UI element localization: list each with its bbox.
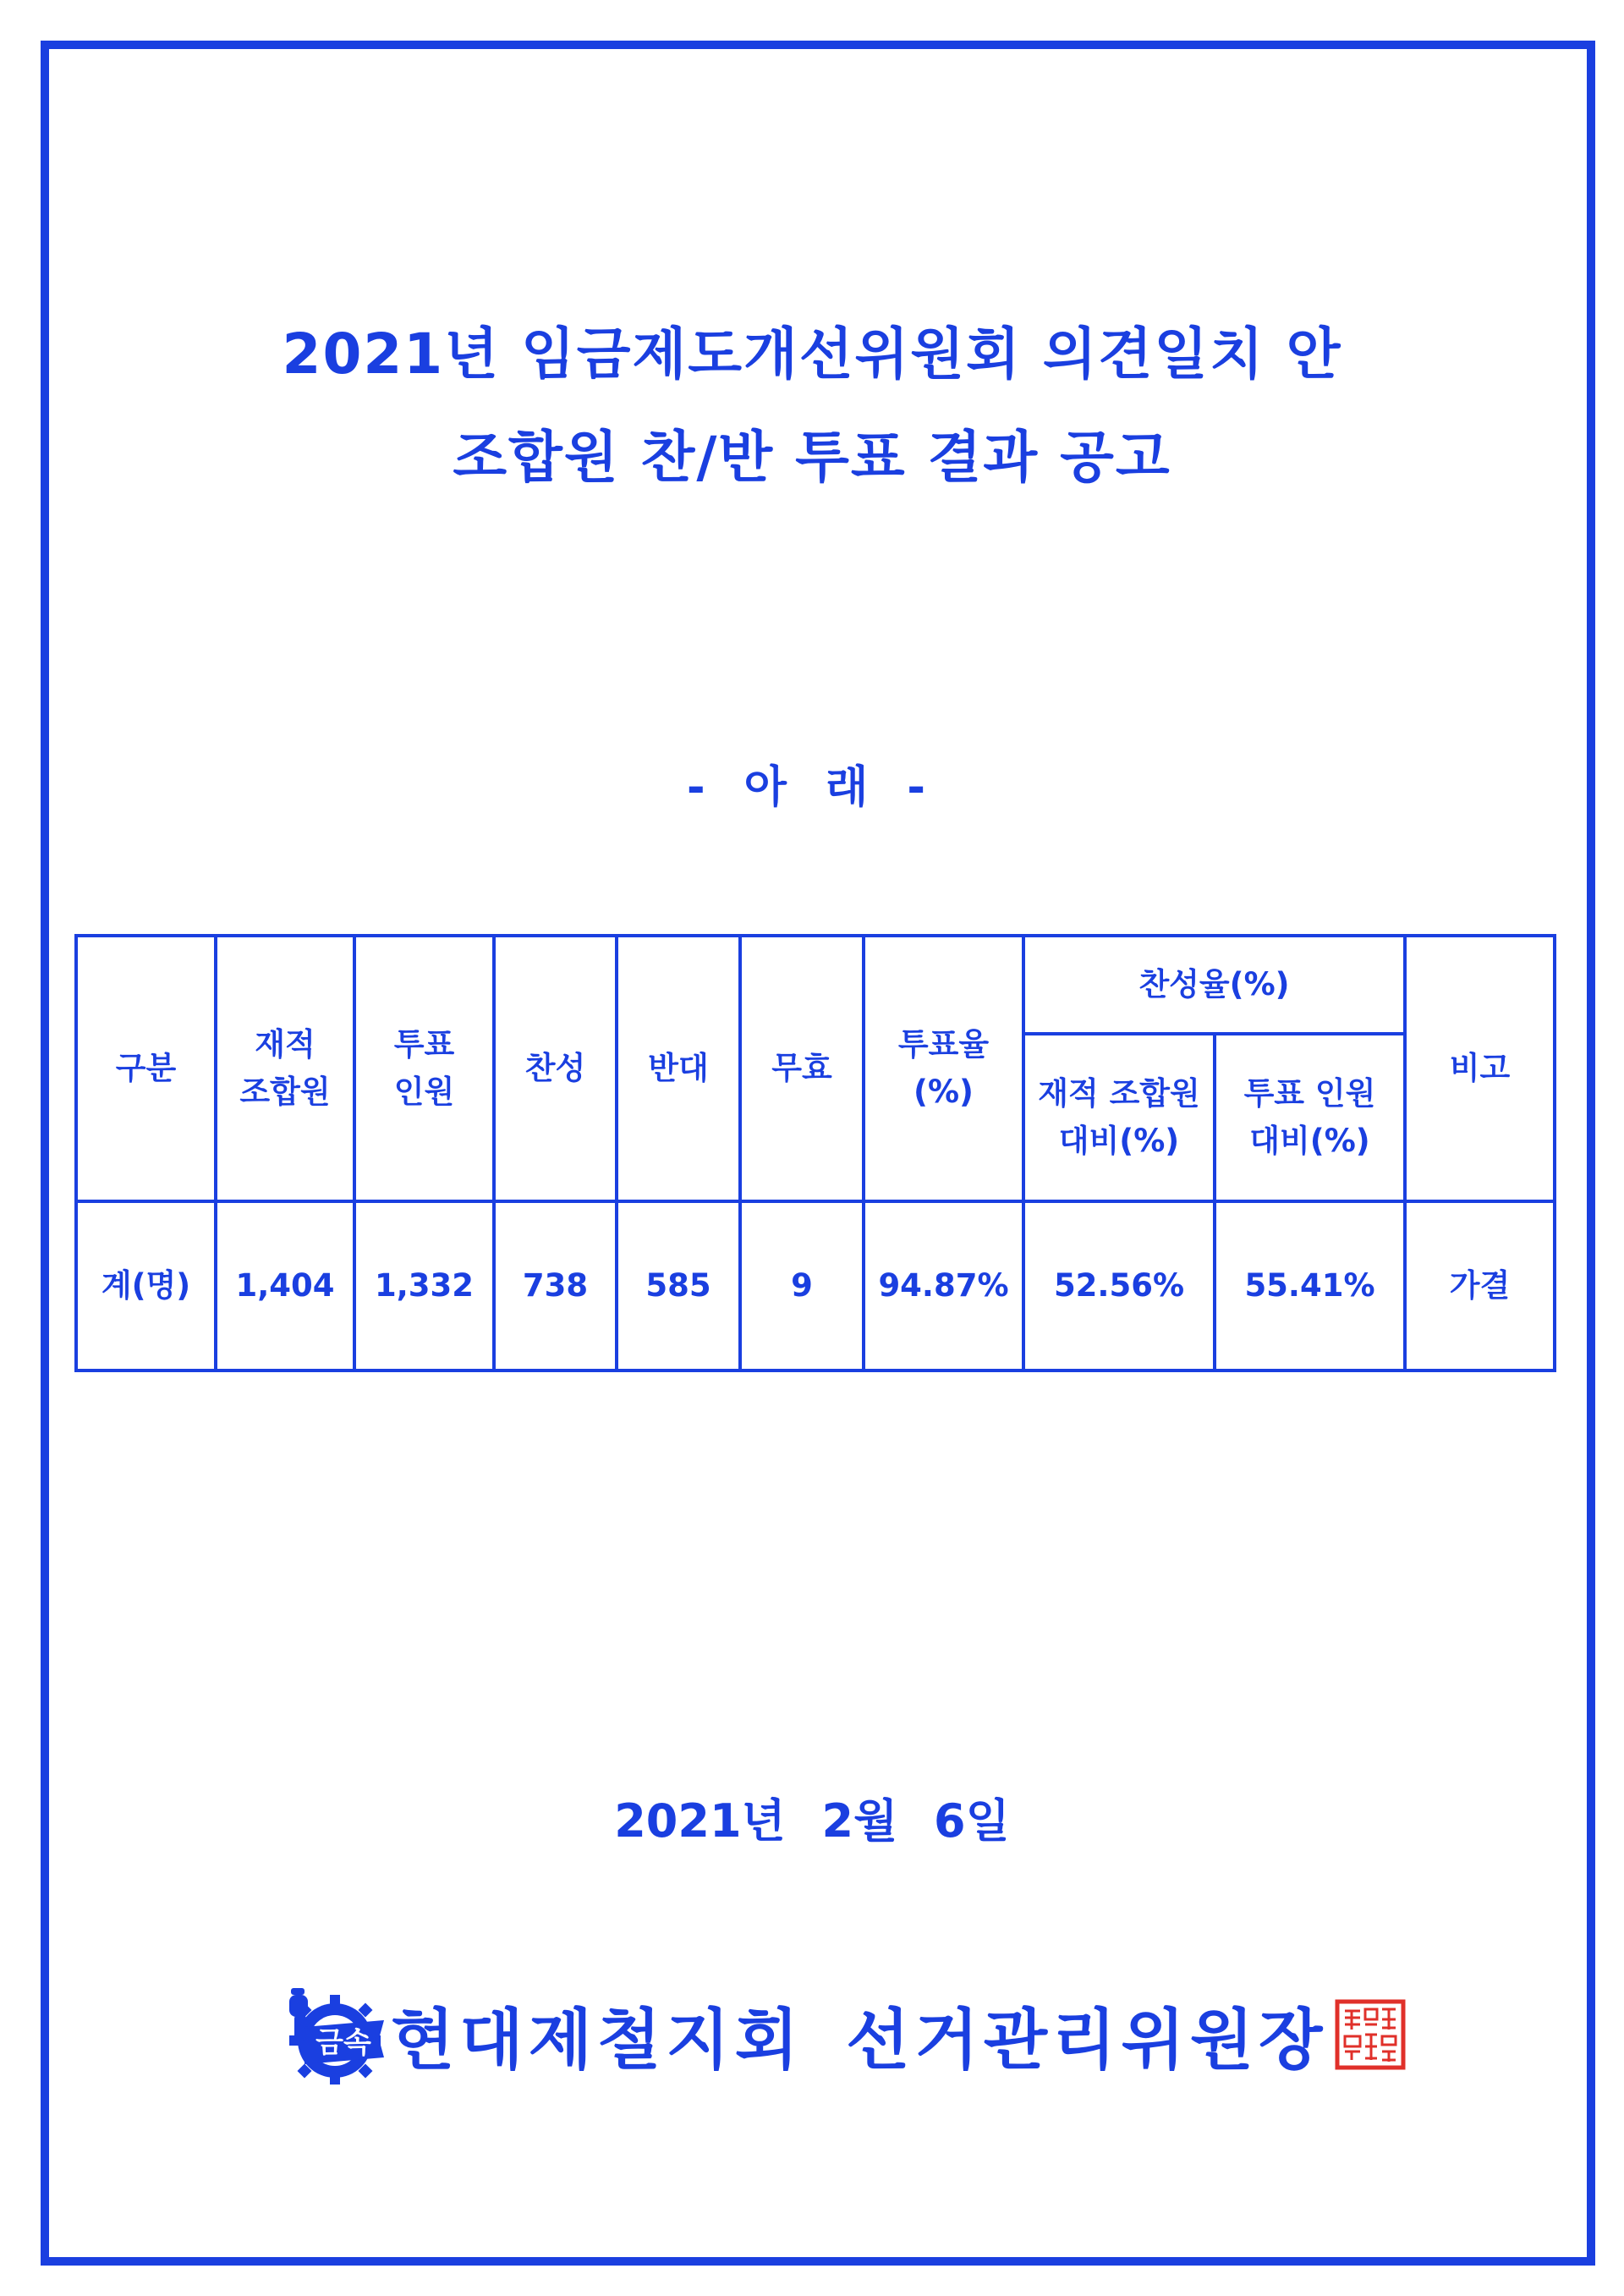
cell-turnout: 94.87% xyxy=(864,1201,1023,1370)
issuer-name xyxy=(391,1987,1328,2082)
header-invalid: 무효 xyxy=(740,936,864,1201)
cell-enrolled: 1,404 xyxy=(216,1201,354,1370)
issuer-role: 선거관리위원장 xyxy=(846,2002,1328,2079)
cell-invalid: 9 xyxy=(740,1201,864,1370)
below-marker: - 아 래 - xyxy=(687,762,937,813)
header-enrolled: 재적 조합원 xyxy=(216,936,354,1201)
header-no: 반대 xyxy=(617,936,740,1201)
title-line-2: 조합원 찬/반 투표 결과 공고 xyxy=(453,425,1171,490)
cell-remarks: 가결 xyxy=(1405,1201,1555,1370)
table-row xyxy=(76,1201,1555,1370)
issuer-org: 현대제철지회 xyxy=(391,2002,804,2079)
cell-category: 계(명) xyxy=(76,1201,216,1370)
header-approval-group: 찬성율(%) xyxy=(1023,936,1405,1034)
header-row xyxy=(76,936,1555,1034)
cell-no: 585 xyxy=(617,1201,740,1370)
header-remarks: 비고 xyxy=(1405,936,1555,1201)
notice-date: 2021년 2월 6일 xyxy=(614,1794,1010,1848)
header-category: 구분 xyxy=(76,936,216,1201)
red-official-seal-icon xyxy=(1335,1999,1406,2070)
cell-approval-vs-enrolled: 52.56% xyxy=(1023,1201,1215,1370)
header-yes: 찬성 xyxy=(494,936,617,1201)
header-approval-vs-enrolled: 재적 조합원 대비(%) xyxy=(1023,1034,1215,1201)
title-line-1: 2021년 임금제도개선위원회 의견일치 안 xyxy=(282,321,1342,387)
cell-voters: 1,332 xyxy=(354,1201,494,1370)
vote-results-table xyxy=(74,934,1556,1372)
cell-approval-vs-voters: 55.41% xyxy=(1215,1201,1405,1370)
union-logo-text: 금속 xyxy=(315,2026,371,2060)
union-logo-icon xyxy=(279,1985,387,2085)
issuer-signature xyxy=(279,1980,1370,2090)
header-turnout: 투표율 (%) xyxy=(864,936,1023,1201)
header-voters: 투표 인원 xyxy=(354,936,494,1201)
cell-yes: 738 xyxy=(494,1201,617,1370)
header-approval-vs-voters: 투표 인원 대비(%) xyxy=(1215,1034,1405,1201)
